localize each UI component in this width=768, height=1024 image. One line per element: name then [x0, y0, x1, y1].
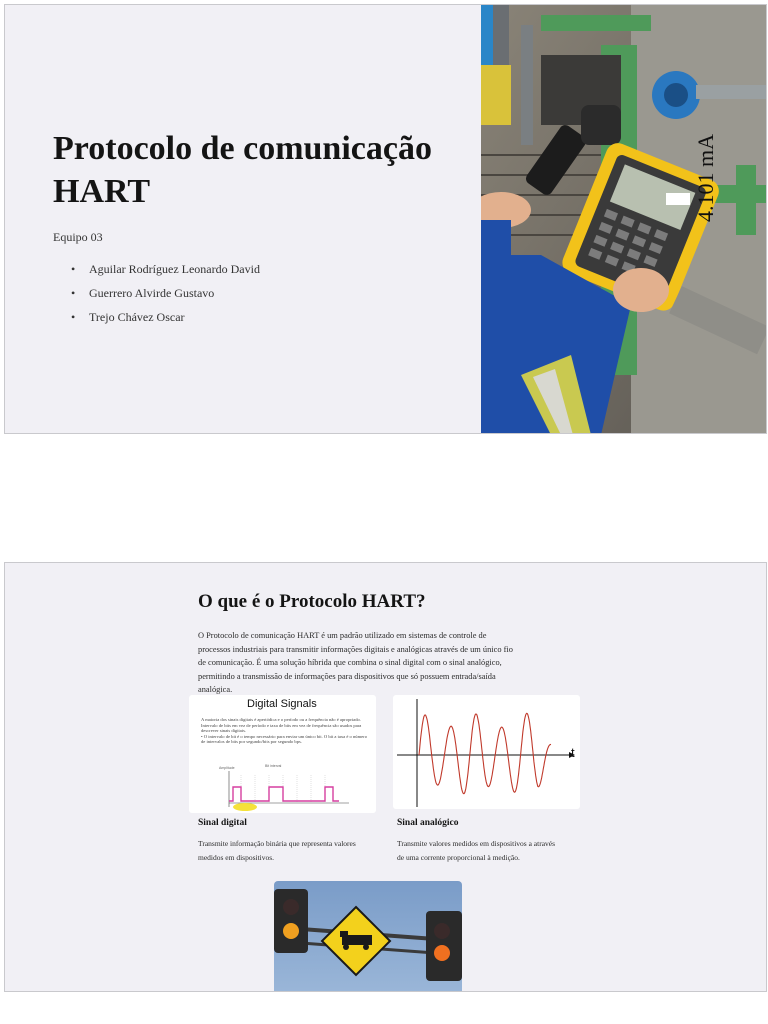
- member-item: • Aguilar Rodríguez Leonardo David: [71, 261, 260, 285]
- content-slide: [4, 562, 767, 992]
- intro-paragraph: O Protocolo de comunicação HART é um padrão utilizado em sistemas de controle de processos industriais para transmitir informações digitais e analógicas através de um único fio de comunicação. É uma solução híbrida que combina o sinal digital com o sinal analógico, permitindo a transmissão de informações para dispositivos que só possuem entrada/saída analógica.: [198, 631, 513, 694]
- member-item: • Guerrero Alvirde Gustavo: [71, 285, 260, 309]
- presentation-title: Protocolo de comunicação HART: [53, 130, 432, 210]
- digital-image-notes: A maioria dos sinais digitais é aperiódica e o período ou a frequência não é apropriado. Intervalo de bits em vez de período e taxa de bits em vez de frequência são usados para descrever sinais digitais. • O intervalo de bit é o tempo necessário para enviar um único bit. O bit a taxa é o número de intervalos de bits por segundo/bits por segundo bps.: [201, 717, 368, 745]
- member-list: [71, 261, 260, 333]
- digital-signal-image: [189, 695, 376, 813]
- svg-text:Bit interval: Bit interval: [265, 764, 282, 768]
- traffic-signal-photo: [274, 881, 462, 992]
- digital-card-title: Sinal digital: [198, 818, 247, 828]
- digital-card-text: Transmite informação binária que representa valores medidos em dispositivos.: [198, 839, 356, 862]
- slide-heading: O que é o Protocolo HART?: [198, 591, 426, 612]
- analog-signal-image: [393, 695, 580, 809]
- svg-text:Amplitude: Amplitude: [219, 766, 235, 770]
- time-axis-label: t: [571, 745, 575, 760]
- meter-readout: 4.101 mA: [693, 134, 718, 222]
- analog-card-text: Transmite valores medidos em dispositivos a através de uma corrente proporcional à medição.: [397, 839, 556, 862]
- member-item: • Trejo Chávez Oscar: [71, 309, 260, 333]
- calibrator-photo: [481, 5, 767, 434]
- title-slide: [4, 4, 767, 434]
- digital-image-title: Digital Signals: [247, 698, 317, 710]
- analog-card-title: Sinal analógico: [397, 818, 459, 828]
- team-label: Equipo 03: [53, 230, 103, 244]
